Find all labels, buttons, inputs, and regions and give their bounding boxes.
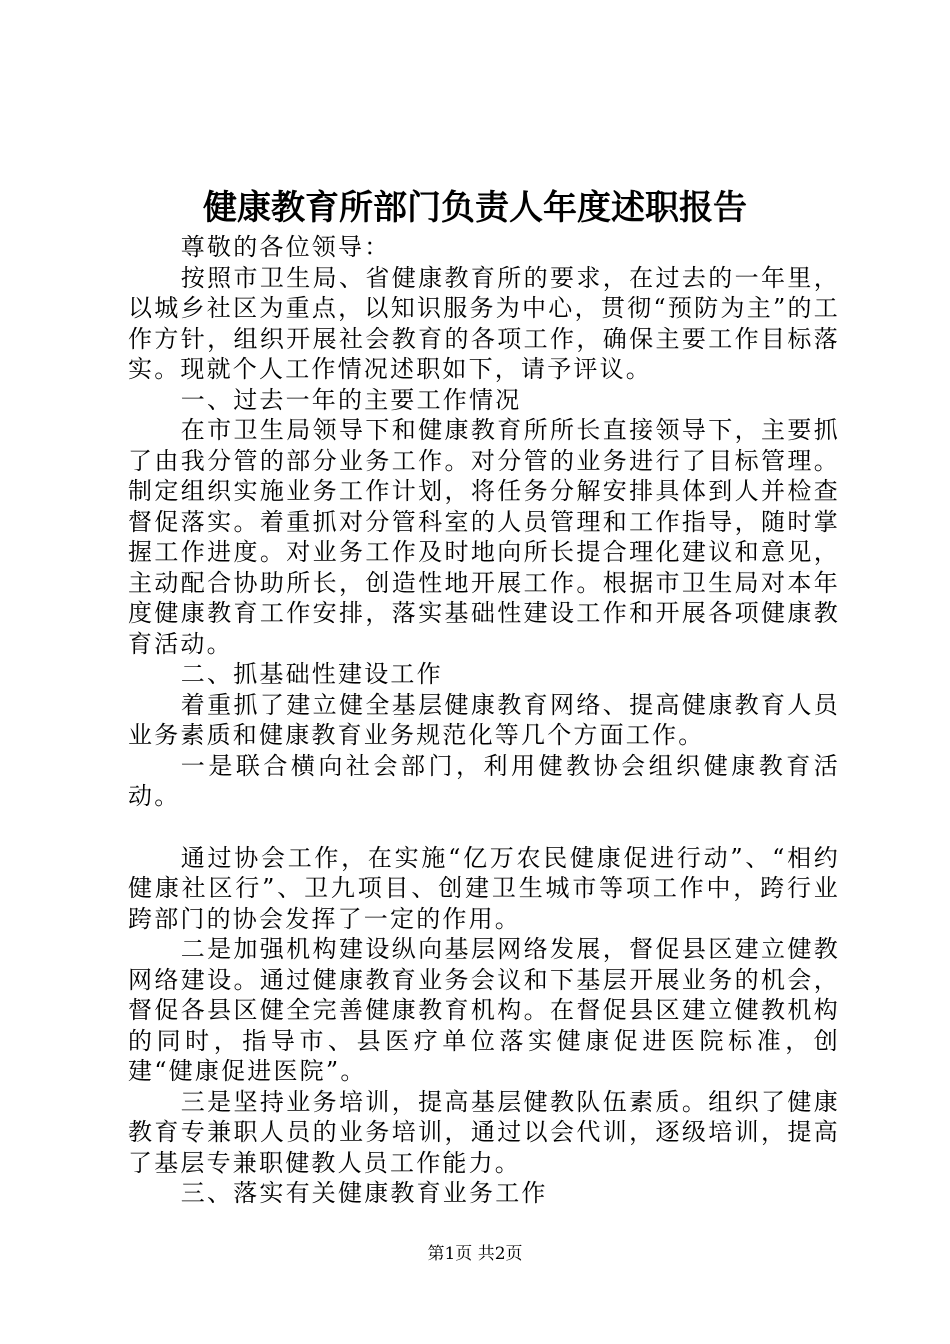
body-paragraph: 三是坚持业务培训，提高基层健教队伍素质。组织了健康教育专兼职人员的业务培训，通过以会代训，逐级培训，提高了基层专兼职健教人员工作能力。: [128, 1087, 840, 1177]
section-heading-3: 三、落实有关健康教育业务工作: [180, 1179, 548, 1207]
section-heading-2: 二、抓基础性建设工作: [180, 660, 443, 688]
body-paragraph: 一是联合横向社会部门，利用健教协会组织健康教育活动。: [128, 751, 840, 810]
salutation: 尊敬的各位领导：: [180, 233, 391, 261]
section-heading-1: 一、过去一年的主要工作情况: [180, 385, 522, 414]
document-title: 健康教育所部门负责人年度述职报告: [203, 188, 747, 228]
document-body: [128, 232, 840, 1209]
intro-paragraph: 按照市卫生局、省健康教育所的要求，在过去的一年里，以城乡社区为重点，以知识服务为中心，贯彻“预防为主”的工作方针，组织开展社会教育的各项工作，确保主要工作目标落实。现就个人工作情况述职如下，请予评议。: [128, 263, 840, 383]
body-paragraph: 着重抓了建立健全基层健康教育网络、提高健康教育人员业务素质和健康教育业务规范化等几个方面工作。: [128, 690, 840, 749]
body-paragraph: 二是加强机构建设纵向基层网络发展，督促县区建立健教网络建设。通过健康教育业务会议和下基层开展业务的机会，督促各县区健全完善健康教育机构。在督促县区建立健教机构的同时，指导市、县医疗单位落实健康促进医院标准，创建“健康促进医院”。: [128, 935, 840, 1085]
body-paragraph: 通过协会工作，在实施“亿万农民健康促进行动”、“相约健康社区行”、卫九项目、创建卫生城市等项工作中，跨行业跨部门的协会发挥了一定的作用。: [128, 843, 840, 933]
paragraph-gap: [128, 812, 840, 843]
page-footer: 第1页 共2页: [427, 1244, 523, 1264]
body-paragraph: 在市卫生局领导下和健康教育所所长直接领导下，主要抓了由我分管的部分业务工作。对分管的业务进行了目标管理。制定组织实施业务工作计划，将任务分解安排具体到人并检查督促落实。着重抓对分管科室的人员管理和工作指导，随时掌握工作进度。对业务工作及时地向所长提合理化建议和意见，主动配合协助所长，创造性地开展工作。根据市卫生局对本年度健康教育工作安排，落实基础性建设工作和开展各项健康教育活动。: [128, 416, 840, 658]
